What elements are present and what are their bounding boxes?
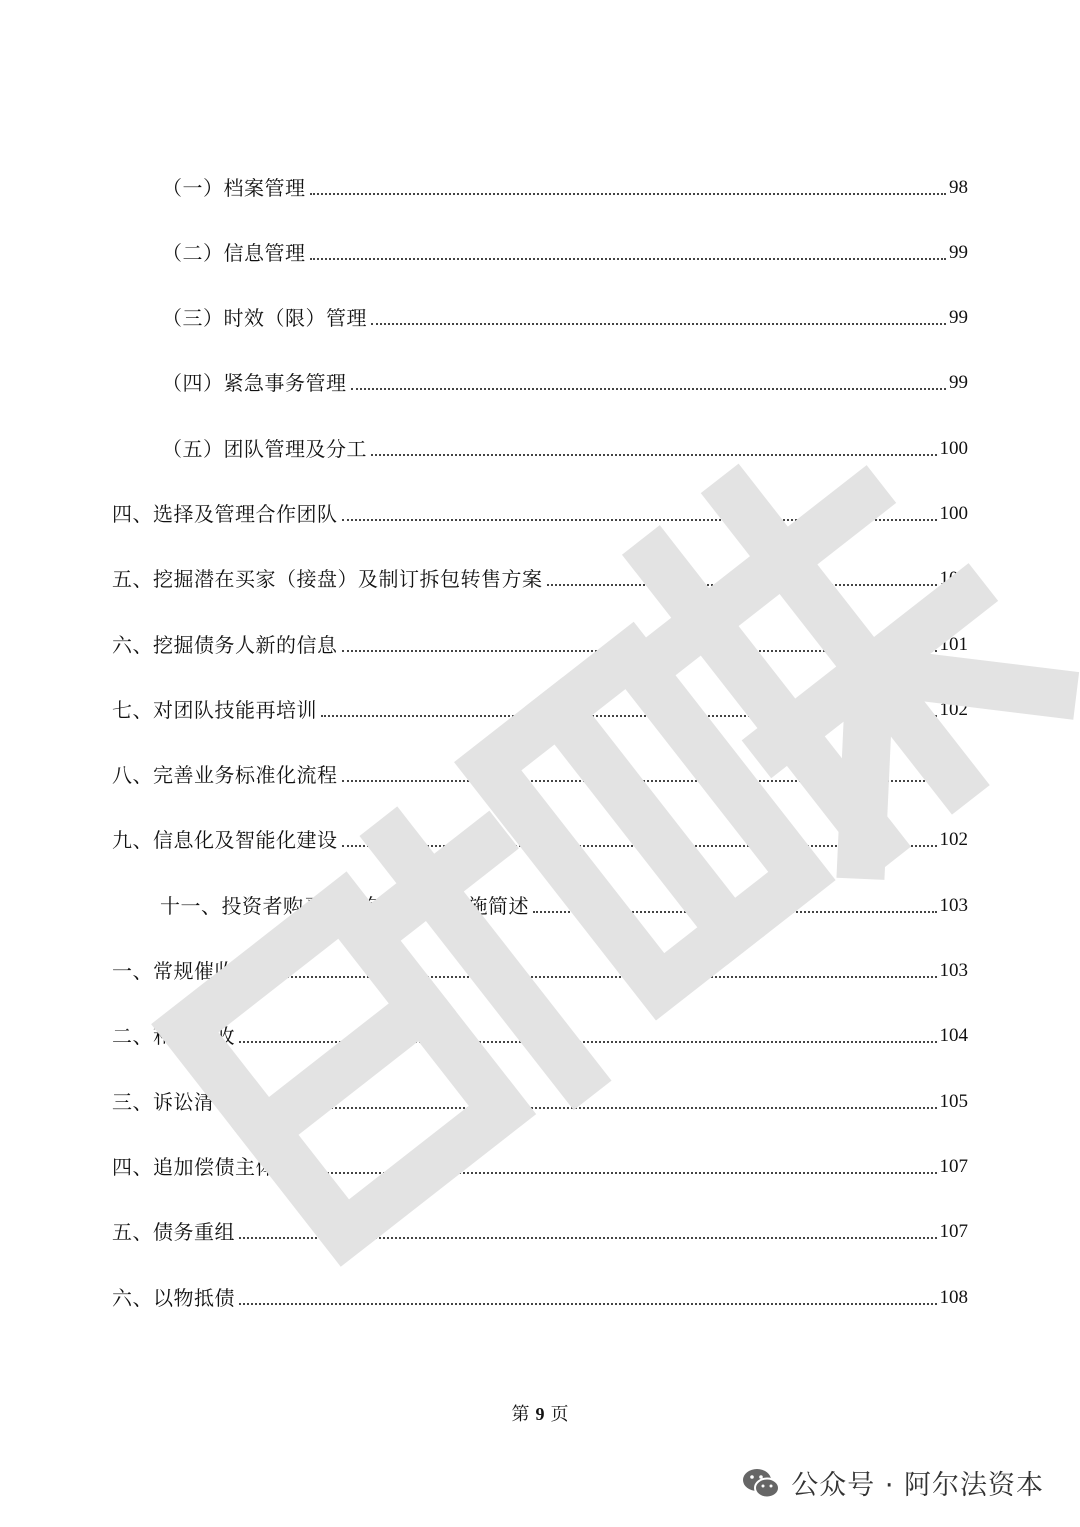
toc-leader (371, 454, 937, 456)
toc-entry-page: 105 (939, 1091, 968, 1112)
toc-entry[interactable] (162, 429, 968, 461)
toc-entry-title: 七、对团队技能再培训 (112, 698, 317, 722)
toc-entry-page: 100 (939, 438, 968, 459)
toc-entry-page: 101 (939, 568, 968, 589)
toc-entry-title: 二、和解清收 (112, 1024, 235, 1048)
brand-text: 公众号 · 阿尔法资本 (791, 1470, 1044, 1501)
toc-leader (239, 1303, 937, 1305)
toc-entry[interactable] (112, 625, 968, 657)
toc-entry-title: 八、完善业务标准化流程 (112, 763, 338, 787)
toc-entry-title: （三）时效（限）管理 (162, 306, 367, 330)
page-number: 9 (535, 1404, 545, 1424)
toc-entry-page: 103 (939, 895, 968, 916)
toc-entry[interactable] (162, 363, 968, 395)
toc-entry-title: 四、追加偿债主体 (112, 1155, 276, 1179)
toc-entry[interactable] (162, 233, 968, 265)
toc-entry-page: 102 (939, 764, 968, 785)
toc-entry[interactable] (160, 886, 968, 918)
toc-entry-title: （二）信息管理 (162, 241, 306, 265)
toc-leader (342, 650, 937, 652)
toc-entry[interactable] (112, 559, 968, 591)
toc-leader (239, 976, 937, 978)
toc-entry-title: 十一、投资者购买资产包后处置措施简述 (160, 894, 529, 918)
toc-leader (239, 1107, 937, 1109)
toc-entry-page: 102 (939, 699, 968, 720)
toc-entry-page: 102 (939, 829, 968, 850)
toc-leader (239, 1237, 937, 1239)
wechat-brand-badge (741, 1463, 1044, 1502)
wechat-icon (741, 1466, 781, 1500)
toc-leader (342, 519, 937, 521)
footer-prefix: 第 (511, 1404, 530, 1424)
toc-leader (342, 780, 937, 782)
toc-entry-title: 五、挖掘潜在买家（接盘）及制订拆包转售方案 (112, 567, 543, 591)
toc-entry-page: 101 (939, 634, 968, 655)
toc-leader (351, 388, 947, 390)
toc-leader (547, 584, 937, 586)
toc-leader (310, 258, 947, 260)
toc-entry[interactable] (112, 951, 968, 983)
toc-entry-page: 104 (939, 1025, 968, 1046)
footer-suffix: 页 (550, 1404, 569, 1424)
toc-entry-title: 四、选择及管理合作团队 (112, 502, 338, 526)
toc-entry[interactable] (112, 1278, 968, 1310)
toc-entry-page: 99 (949, 372, 968, 393)
toc-entry-title: 六、挖掘债务人新的信息 (112, 633, 338, 657)
toc-entry-page: 100 (939, 503, 968, 524)
toc-entry[interactable] (112, 755, 968, 787)
toc-entry-page: 108 (939, 1287, 968, 1308)
page-footer (0, 1400, 1080, 1426)
toc-leader (371, 323, 946, 325)
toc-entry-title: （四）紧急事务管理 (162, 371, 347, 395)
toc-entry-page: 107 (939, 1156, 968, 1177)
toc-leader (533, 911, 937, 913)
toc-entry-title: 九、信息化及智能化建设 (112, 828, 338, 852)
toc-entry-page: 99 (949, 307, 968, 328)
toc-entry-title: （五）团队管理及分工 (162, 437, 367, 461)
toc-entry-title: 五、债务重组 (112, 1220, 235, 1244)
toc-entry[interactable] (162, 168, 968, 200)
toc-leader (280, 1172, 937, 1174)
toc-entry[interactable] (112, 1016, 968, 1048)
toc-entry[interactable] (112, 494, 968, 526)
toc-entry-title: 三、诉讼清收 (112, 1090, 235, 1114)
toc-leader (239, 1041, 937, 1043)
toc-entry-page: 103 (939, 960, 968, 981)
toc-leader (310, 193, 947, 195)
toc-entry-page: 99 (949, 242, 968, 263)
toc-entry-title: 六、以物抵债 (112, 1286, 235, 1310)
toc-entry[interactable] (112, 1147, 968, 1179)
toc-entry[interactable] (112, 820, 968, 852)
toc-leader (321, 715, 937, 717)
toc-entry-page: 107 (939, 1221, 968, 1242)
toc-entry-title: （一）档案管理 (162, 176, 306, 200)
toc-leader (342, 845, 937, 847)
toc-entry[interactable] (112, 1082, 968, 1114)
toc-entry-page: 98 (949, 177, 968, 198)
toc-entry[interactable] (112, 1212, 968, 1244)
toc-entry[interactable] (112, 690, 968, 722)
toc-entry[interactable] (162, 298, 968, 330)
toc-entry-title: 一、常规催收 (112, 959, 235, 983)
